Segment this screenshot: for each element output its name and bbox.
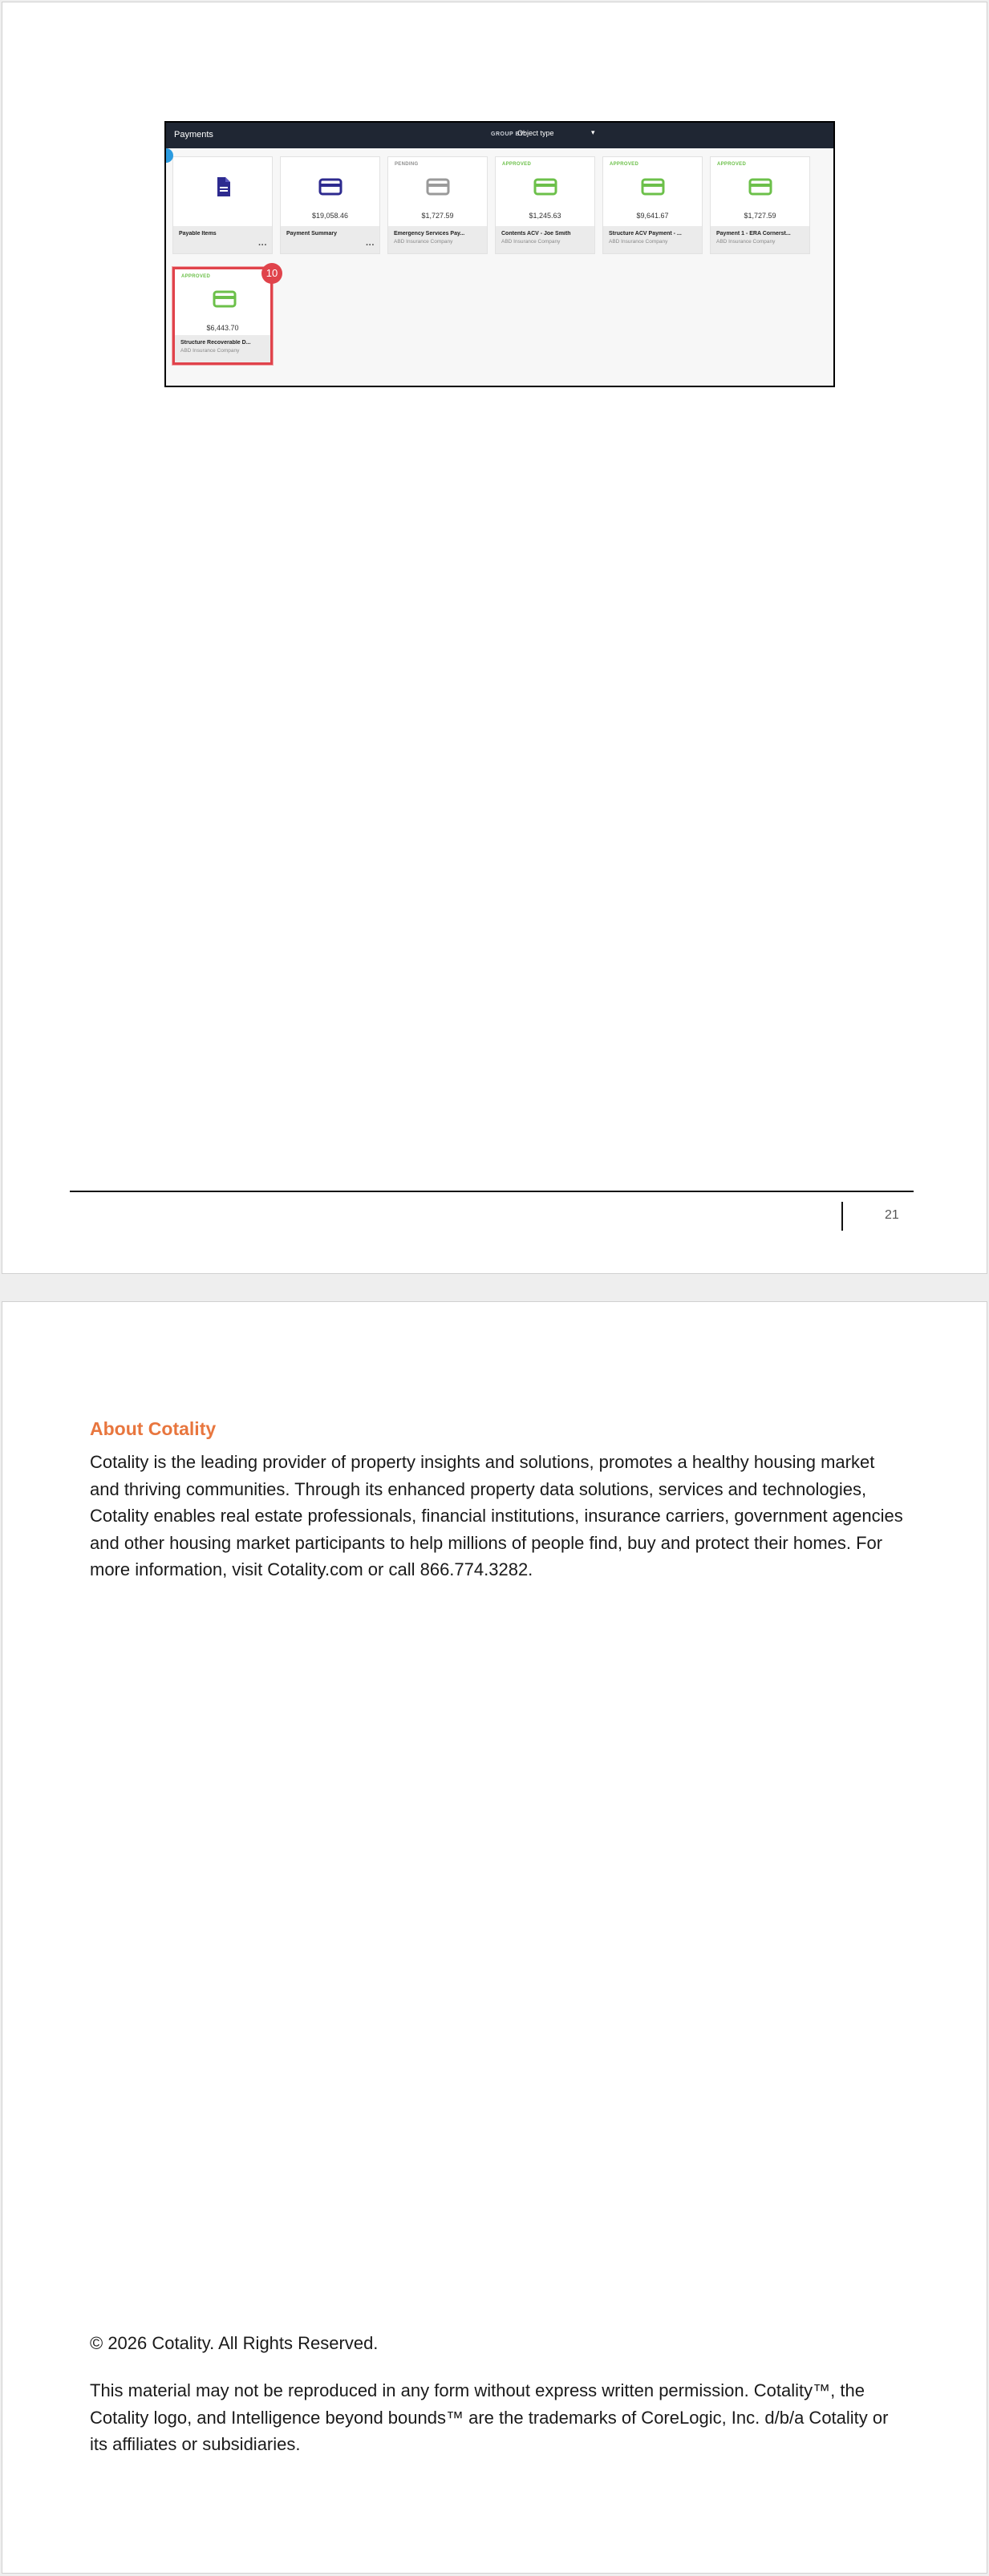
card-name: Structure ACV Payment - ...	[609, 231, 682, 237]
credit-card-icon	[426, 175, 450, 199]
payments-title: Payments	[174, 130, 213, 140]
credit-card-icon	[213, 287, 237, 311]
status-badge: APPROVED	[717, 162, 747, 167]
card-company: ABD Insurance Company	[394, 239, 453, 245]
card-footer	[711, 226, 809, 253]
status-badge: APPROVED	[181, 274, 211, 279]
page-number-divider	[841, 1202, 843, 1231]
payment-card[interactable]	[387, 156, 488, 254]
callout-badge: 10	[261, 263, 282, 284]
status-badge: PENDING	[395, 162, 419, 167]
footer-rule	[70, 1191, 914, 1192]
credit-card-icon	[318, 175, 343, 199]
more-menu-icon[interactable]: ···	[258, 241, 267, 250]
card-company: ABD Insurance Company	[501, 239, 561, 245]
card-name: Payment 1 - ERA Cornerst...	[716, 231, 791, 237]
about-paragraph: Cotality is the leading provider of property insights and solutions, promotes a healthy housing market and thriving communities. Through its enhanced property data solutions, services and technologies, Cotality enables real estate professionals, financial institutions, insurance carriers, government agencies and other housing market participants to help millions of people find, buy and protect their homes. For more information, visit Cotality.com or call 866.774.3282.	[90, 1452, 903, 1579]
card-name: Structure Recoverable D...	[180, 340, 251, 346]
caret-down-icon[interactable]: ▾	[591, 128, 595, 136]
more-menu-icon[interactable]: ···	[366, 241, 375, 250]
card-amount: $9,641.67	[636, 212, 669, 220]
document-page-about	[2, 1301, 987, 2574]
card-amount: $19,058.46	[311, 212, 349, 220]
card-footer	[173, 226, 272, 253]
copyright-notice: © 2026 Cotality. All Rights Reserved.	[90, 2333, 379, 2353]
status-badge: APPROVED	[502, 162, 532, 167]
trademark-disclaimer: This material may not be reproduced in any form without express written permission. Cotality™, the Cotality logo, and Intelligence beyond bounds™ are the trademarks of CoreLogic, Inc. d/b/a Cotality or its affiliates or subsidiaries.	[90, 2380, 889, 2454]
credit-card-icon	[641, 175, 665, 199]
payment-card[interactable]	[710, 156, 810, 254]
card-footer	[175, 335, 270, 362]
card-footer	[281, 226, 379, 253]
payment-card-highlighted[interactable]	[172, 267, 278, 365]
page-number: 21	[885, 1208, 899, 1222]
group-by-label: GROUP BY:	[491, 131, 526, 137]
credit-card-icon	[748, 175, 772, 199]
card-footer	[496, 226, 594, 253]
payments-header	[166, 123, 833, 148]
card-name: Payable Items	[179, 231, 217, 237]
payment-card[interactable]	[172, 156, 273, 254]
payment-card[interactable]	[602, 156, 703, 254]
document-icon	[211, 175, 235, 199]
card-name: Contents ACV - Joe Smith	[501, 231, 571, 237]
card-company: ABD Insurance Company	[609, 239, 668, 245]
card-amount: $1,245.63	[529, 212, 561, 220]
card-amount: $1,727.59	[421, 212, 454, 220]
card-footer	[603, 226, 702, 253]
card-name: Payment Summary	[286, 231, 338, 237]
payment-card[interactable]	[280, 156, 380, 254]
card-company: ABD Insurance Company	[180, 348, 240, 354]
status-badge: APPROVED	[610, 162, 639, 167]
card-company: ABD Insurance Company	[716, 239, 776, 245]
card-name: Emergency Services Pay...	[394, 231, 465, 237]
payment-card[interactable]	[495, 156, 595, 254]
payments-screenshot	[164, 121, 835, 387]
card-amount: $1,727.59	[744, 212, 776, 220]
document-page-21	[2, 2, 987, 1274]
credit-card-icon	[533, 175, 557, 199]
group-by-select[interactable]: Object type	[517, 129, 554, 137]
card-footer	[388, 226, 487, 253]
card-amount: $6,443.70	[206, 324, 239, 332]
about-heading: About Cotality	[90, 1418, 217, 1439]
